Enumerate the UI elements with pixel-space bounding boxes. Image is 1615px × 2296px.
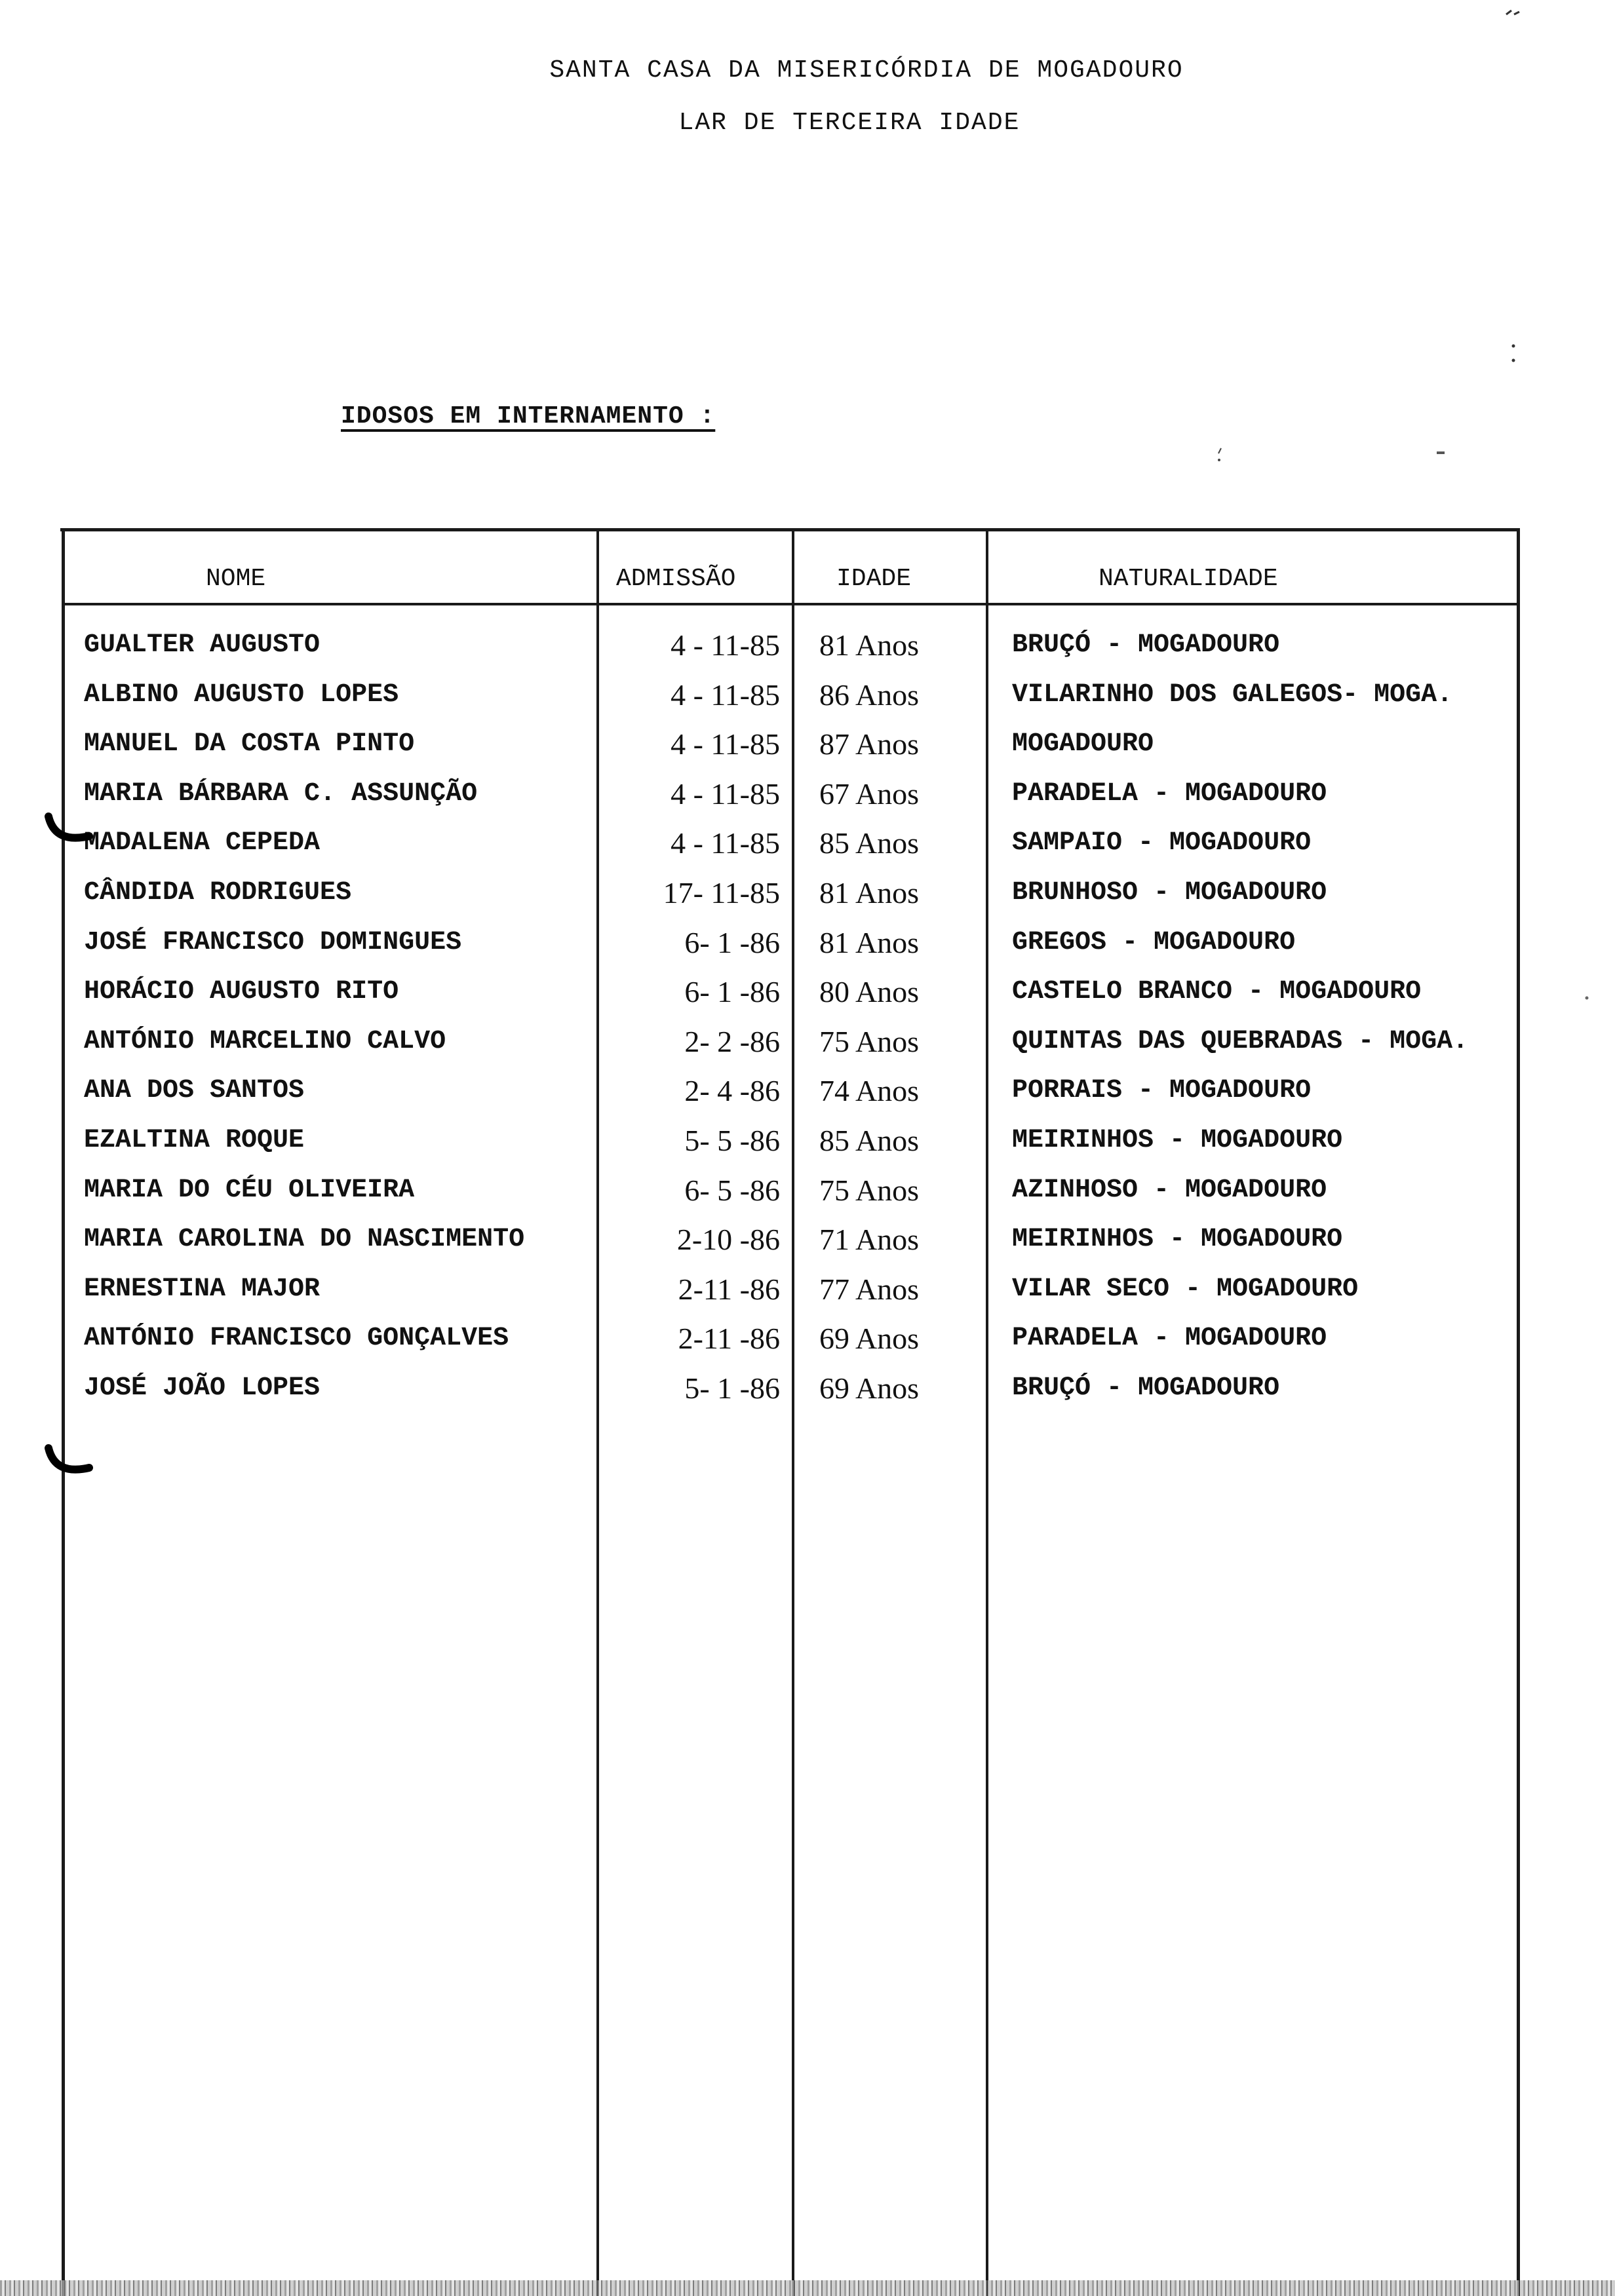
cell-nome: EZALTINA ROQUE <box>84 1126 305 1155</box>
document-subtitle: LAR DE TERCEIRA IDADE <box>678 109 1021 137</box>
cell-nome: ANTÓNIO FRANCISCO GONÇALVES <box>84 1324 509 1353</box>
cell-idade: 69 Anos <box>819 1371 920 1405</box>
cell-admissao: 5- 5 -86 <box>684 1124 780 1157</box>
cell-idade: 85 Anos <box>819 1124 920 1157</box>
cell-idade: 81 Anos <box>819 628 920 662</box>
scan-speck-mark <box>1437 451 1445 455</box>
cell-naturalidade: PARADELA - MOGADOURO <box>1012 1324 1327 1353</box>
cell-naturalidade: PORRAIS - MOGADOURO <box>1012 1076 1312 1105</box>
table-row <box>0 1225 1615 1264</box>
cell-nome: MARIA CAROLINA DO NASCIMENTO <box>84 1225 525 1254</box>
cell-admissao: 2- 4 -86 <box>684 1074 780 1107</box>
cell-naturalidade: GREGOS - MOGADOURO <box>1012 928 1296 957</box>
cell-naturalidade: BRUNHOSO - MOGADOURO <box>1012 878 1327 908</box>
cell-admissao: 6- 1 -86 <box>684 975 780 1008</box>
column-header-naturalidade: NATURALIDADE <box>1099 565 1278 593</box>
cell-idade: 75 Anos <box>819 1174 920 1207</box>
table-row <box>0 680 1615 719</box>
scan-speck-mark <box>1505 8 1525 17</box>
cell-naturalidade: MEIRINHOS - MOGADOURO <box>1012 1126 1343 1155</box>
cell-naturalidade: SAMPAIO - MOGADOURO <box>1012 828 1312 858</box>
cell-nome: MARIA BÁRBARA C. ASSUNÇÃO <box>84 779 478 809</box>
cell-admissao: 5- 1 -86 <box>684 1371 780 1405</box>
cell-idade: 77 Anos <box>819 1272 920 1306</box>
cell-nome: ALBINO AUGUSTO LOPES <box>84 680 399 710</box>
table-row <box>0 1076 1615 1115</box>
cell-naturalidade: PARADELA - MOGADOURO <box>1012 779 1327 809</box>
cell-idade: 69 Anos <box>819 1322 920 1355</box>
cell-naturalidade: BRUÇÓ - MOGADOURO <box>1012 630 1280 660</box>
cell-nome: ANA DOS SANTOS <box>84 1076 305 1105</box>
table-row <box>0 630 1615 670</box>
cell-nome: MARIA DO CÉU OLIVEIRA <box>84 1176 415 1205</box>
cell-admissao: 4 - 11-85 <box>671 628 780 662</box>
table-row <box>0 977 1615 1016</box>
table-top-rule <box>60 528 1519 531</box>
scan-speck-mark <box>1511 343 1515 363</box>
cell-idade: 81 Anos <box>819 876 920 909</box>
cell-nome: HORÁCIO AUGUSTO RITO <box>84 977 399 1006</box>
cell-nome: MADALENA CEPEDA <box>84 828 321 858</box>
table-row <box>0 1176 1615 1215</box>
table-row <box>0 928 1615 967</box>
table-row <box>0 729 1615 769</box>
column-header-admissao: ADMISSÃO <box>616 565 736 593</box>
organization-name: SANTA CASA DA MISERICÓRDIA DE MOGADOURO <box>549 56 1184 85</box>
cell-nome: ANTÓNIO MARCELINO CALVO <box>84 1027 446 1056</box>
cell-admissao: 4 - 11-85 <box>671 678 780 712</box>
cell-idade: 74 Anos <box>819 1074 920 1107</box>
column-header-nome: NOME <box>206 565 266 593</box>
cell-admissao: 4 - 11-85 <box>671 826 780 860</box>
scan-speck-mark <box>1585 995 1589 1001</box>
table-row <box>0 1324 1615 1363</box>
cell-naturalidade: AZINHOSO - MOGADOURO <box>1012 1176 1327 1205</box>
cell-admissao: 4 - 11-85 <box>671 777 780 811</box>
table-row <box>0 1027 1615 1066</box>
cell-admissao: 6- 5 -86 <box>684 1174 780 1207</box>
cell-admissao: 4 - 11-85 <box>671 727 780 761</box>
cell-idade: 80 Anos <box>819 975 920 1008</box>
scan-edge-noise <box>0 2280 1615 2296</box>
cell-idade: 67 Anos <box>819 777 920 811</box>
table-row <box>0 878 1615 917</box>
cell-admissao: 2-10 -86 <box>676 1223 780 1256</box>
cell-nome: GUALTER AUGUSTO <box>84 630 321 660</box>
table-row <box>0 828 1615 868</box>
cell-naturalidade: CASTELO BRANCO - MOGADOURO <box>1012 977 1422 1006</box>
section-heading <box>341 402 715 430</box>
table-header-rule <box>63 603 1518 605</box>
table-row <box>0 779 1615 818</box>
cell-admissao: 2-11 -86 <box>678 1322 780 1355</box>
cell-nome: CÂNDIDA RODRIGUES <box>84 878 352 908</box>
cell-nome: JOSÉ JOÃO LOPES <box>84 1373 321 1403</box>
table-row <box>0 1274 1615 1314</box>
cell-nome: ERNESTINA MAJOR <box>84 1274 321 1304</box>
scan-speck-mark <box>1216 447 1223 463</box>
cell-naturalidade: BRUÇÓ - MOGADOURO <box>1012 1373 1280 1403</box>
hole-punch-mark <box>43 810 100 849</box>
cell-naturalidade: VILARINHO DOS GALEGOS- MOGA. <box>1012 680 1453 710</box>
cell-naturalidade: MEIRINHOS - MOGADOURO <box>1012 1225 1343 1254</box>
cell-naturalidade: VILAR SECO - MOGADOURO <box>1012 1274 1359 1304</box>
table-row <box>0 1126 1615 1165</box>
cell-naturalidade: MOGADOURO <box>1012 729 1154 759</box>
section-title: IDOSOS EM INTERNAMENTO : <box>341 402 716 430</box>
cell-naturalidade: QUINTAS DAS QUEBRADAS - MOGA. <box>1012 1027 1469 1056</box>
cell-admissao: 17- 11-85 <box>663 876 780 909</box>
cell-idade: 75 Anos <box>819 1025 920 1058</box>
cell-admissao: 2- 2 -86 <box>684 1025 780 1058</box>
cell-idade: 85 Anos <box>819 826 920 860</box>
hole-punch-mark <box>43 1442 100 1481</box>
cell-nome: JOSÉ FRANCISCO DOMINGUES <box>84 928 462 957</box>
cell-idade: 81 Anos <box>819 926 920 959</box>
cell-idade: 87 Anos <box>819 727 920 761</box>
cell-idade: 71 Anos <box>819 1223 920 1256</box>
cell-nome: MANUEL DA COSTA PINTO <box>84 729 415 759</box>
cell-admissao: 6- 1 -86 <box>684 926 780 959</box>
column-header-idade: IDADE <box>836 565 912 593</box>
cell-admissao: 2-11 -86 <box>678 1272 780 1306</box>
cell-idade: 86 Anos <box>819 678 920 712</box>
table-row <box>0 1373 1615 1413</box>
